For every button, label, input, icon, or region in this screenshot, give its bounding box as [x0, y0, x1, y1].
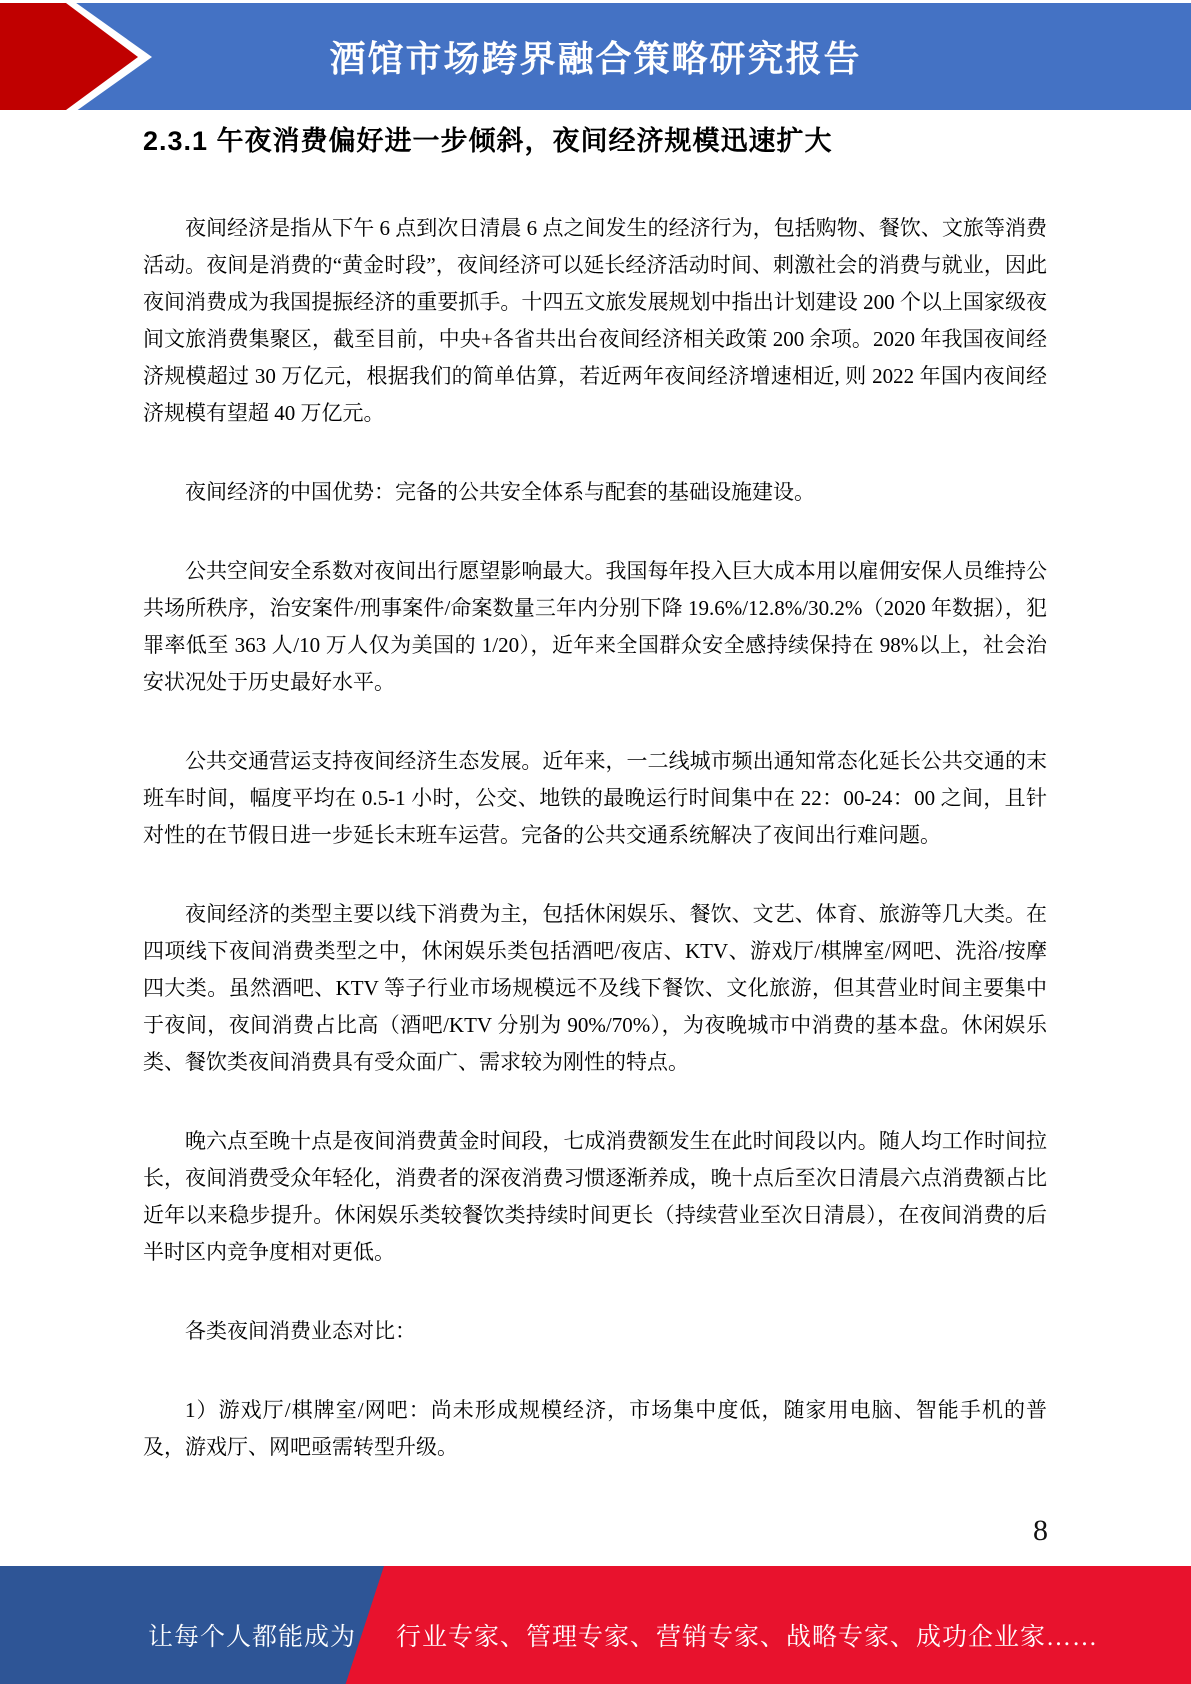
footer-slogan-left: 让每个人都能成为 [148, 1624, 357, 1651]
paragraph-public-safety: 公共空间安全系数对夜间出行愿望影响最大。我国每年投入巨大成本用以雇佣安保人员维持公共场所秩序，治安案件/刑事案件/命案数量三年内分别下降 19.6%/12.8%/30.2%（2020 年数据），犯罪率低至 363 人/10 万人仅为美国的 1/20），近年来全国群众安全感持续保持在 98%以上，社会治安状况处于历史最好水平。 [143, 559, 1047, 694]
paragraph-night-economy-types: 夜间经济的类型主要以线下消费为主，包括休闲娱乐、餐饮、文艺、体育、旅游等几大类。在四项线下夜间消费类型之中，休闲娱乐类包括酒吧/夜店、KTV、游戏厅/棋牌室/网吧、洗浴/按摩四大类。虽然酒吧、KTV 等子行业市场规模远不及线下餐饮、文化旅游，但其营业时间主要集中于夜间，夜间消费占比高（酒吧/KTV 分别为 90%/70%），为夜晚城市中消费的基本盘。休闲娱乐类、餐饮类夜间消费具有受众面广、需求较为刚性的特点。 [143, 902, 1047, 1074]
paragraph-arcade-item: 1）游戏厅/棋牌室/网吧：尚未形成规模经济，市场集中度低，随家用电脑、智能手机的普及，游戏厅、网吧亟需转型升级。 [143, 1398, 1047, 1459]
document-body [143, 120, 1047, 1508]
paragraph-public-transport: 公共交通营运支持夜间经济生态发展。近年来，一二线城市频出通知常态化延长公共交通的末班车时间，幅度平均在 0.5-1 小时，公交、地铁的最晚运行时间集中在 22：00-24：00 之间，且针对性的在节假日进一步延长末班车运营。完备的公共交通系统解决了夜间出行难问题。 [143, 749, 1047, 847]
page-number: 8 [1033, 1514, 1048, 1547]
paragraph-china-advantage: 夜间经济的中国优势：完备的公共安全体系与配套的基础设施建设。 [185, 480, 815, 504]
section-heading: 2.3.1 午夜消费偏好进一步倾斜，夜间经济规模迅速扩大 [143, 126, 833, 156]
paragraph-golden-hours: 晚六点至晚十点是夜间消费黄金时间段，七成消费额发生在此时间段以内。随人均工作时间拉长，夜间消费受众年轻化，消费者的深夜消费习惯逐渐养成，晚十点后至次日清晨六点消费额占比近年以来稳步提升。休闲娱乐类较餐饮类持续时间更长（持续营业至次日清晨），在夜间消费的后半时区内竞争度相对更低。 [143, 1129, 1047, 1264]
paragraph-comparison-intro: 各类夜间消费业态对比： [185, 1319, 416, 1343]
footer-band [0, 1566, 1191, 1684]
footer-slogan-right: 行业专家、管理专家、营销专家、战略专家、成功企业家…… [396, 1624, 1099, 1651]
paragraph-night-economy-definition: 夜间经济是指从下午 6 点到次日清晨 6 点之间发生的经济行为，包括购物、餐饮、文旅等消费活动。夜间是消费的“黄金时段”，夜间经济可以延长经济活动时间、刺激社会的消费与就业，因此夜间消费成为我国提振经济的重要抓手。十四五文旅发展规划中指出计划建设 200 个以上国家级夜间文旅消费集聚区，截至目前，中央+各省共出台夜间经济相关政策 200 余项。2020 年我国夜间经济规模超过 30 万亿元，根据我们的简单估算，若近两年夜间经济增速相近, 则 2022 年国内夜间经济规模有望超 40 万亿元。 [143, 216, 1047, 425]
report-title: 酒馆市场跨界融合策略研究报告 [329, 38, 862, 79]
